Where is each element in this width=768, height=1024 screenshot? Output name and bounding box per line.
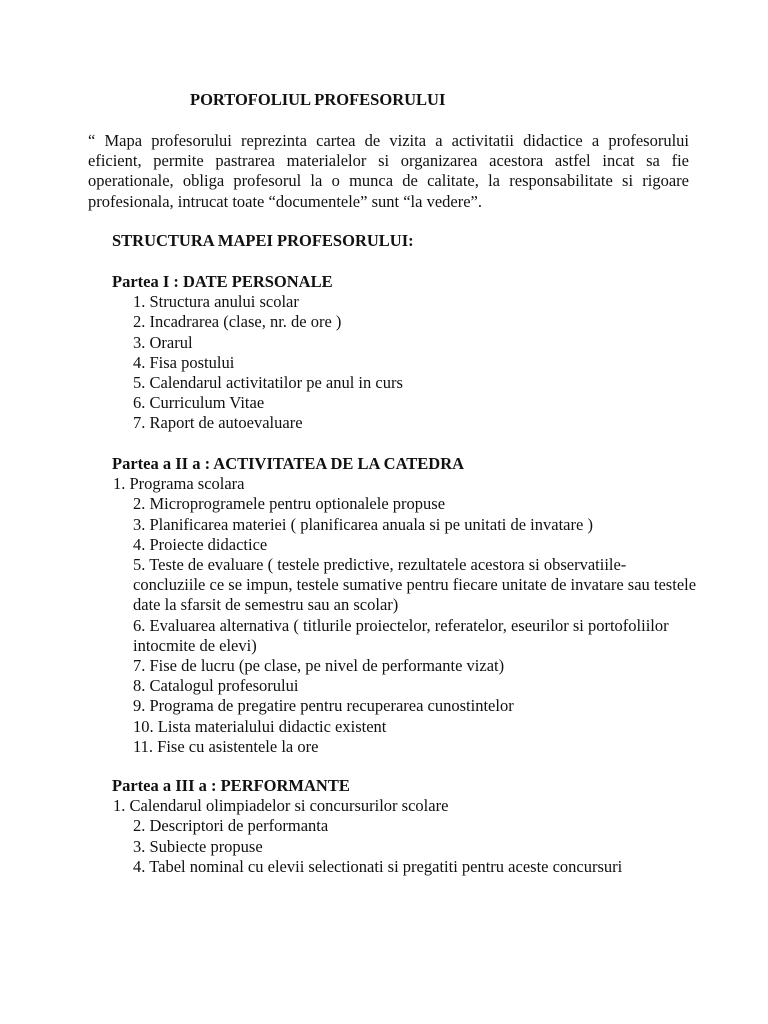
list-item: 10. Lista materialului didactic existent: [133, 716, 387, 736]
structure-heading: STRUCTURA MAPEI PROFESORULUI:: [112, 231, 414, 250]
list-item: 2. Descriptori de performanta: [133, 816, 329, 836]
section-performante: [112, 776, 702, 877]
list-item: 1. Programa scolara: [113, 474, 245, 494]
list-item: 1. Calendarul olimpiadelor si concursurilor scolare: [113, 796, 449, 816]
list-item: 11. Fise cu asistentele la ore: [133, 736, 319, 756]
list-item: 3. Planificarea materiei ( planificarea anuala si pe unitati de invatare ): [133, 514, 593, 534]
list-item: 2. Microprogramele pentru optionalele propuse: [133, 494, 446, 514]
list-item: 3. Orarul: [133, 332, 193, 352]
list-item: 4. Proiecte didactice: [133, 534, 268, 554]
list-item: 3. Subiecte propuse: [133, 836, 263, 856]
list-item: 7. Raport de autoevaluare: [133, 413, 303, 433]
document-title: PORTOFOLIUL PROFESORULUI: [190, 90, 446, 109]
list-item: 7. Fise de lucru (pe clase, pe nivel de performante vizat): [133, 656, 505, 676]
list-item: 6. Curriculum Vitae: [133, 393, 265, 413]
list-item: 4. Tabel nominal cu elevii selectionati si pregatiti pentru aceste concursuri: [133, 856, 623, 876]
list-item: 9. Programa de pregatire pentru recuperarea cunostintelor: [133, 696, 514, 716]
list-item: 1. Structura anului scolar: [133, 292, 299, 312]
list-item: 2. Incadrarea (clase, nr. de ore ): [133, 312, 342, 332]
section-heading: Partea a III a : PERFORMANTE: [112, 776, 350, 795]
section-heading: Partea I : DATE PERSONALE: [112, 272, 333, 291]
intro-paragraph: “ Mapa profesorului reprezinta cartea de vizita a activitatii didactice a profesorului eficient, permite pastrarea materialelor si organizarea acestora astfel incat sa fie operationale, obliga profesorul la o munca de calitate, la responsabilitate si rigoare profesionala, intrucat toate “documentele” sunt “la vedere”.: [88, 131, 689, 211]
section-date-personale: [112, 272, 702, 434]
section-heading: Partea a II a : ACTIVITATEA DE LA CATEDRA: [112, 454, 465, 473]
list-item: 5. Teste de evaluare ( testele predictive, rezultatele acestora si observatiile- concluziile ce se impun, testele sumative pentru fiecare unitate de invatare sau testele date la sfarsit de semestru sau an scolar): [133, 555, 697, 615]
list-item: 5. Calendarul activitatilor pe anul in curs: [133, 373, 403, 393]
list-item: 8. Catalogul profesorului: [133, 676, 299, 696]
list-item: 4. Fisa postului: [133, 352, 235, 372]
section-activitatea-de-la-catedra: [112, 454, 702, 757]
list-item: 6. Evaluarea alternativa ( titlurile proiectelor, referatelor, eseurilor si portofoliilor intocmite de elevi): [133, 615, 669, 655]
